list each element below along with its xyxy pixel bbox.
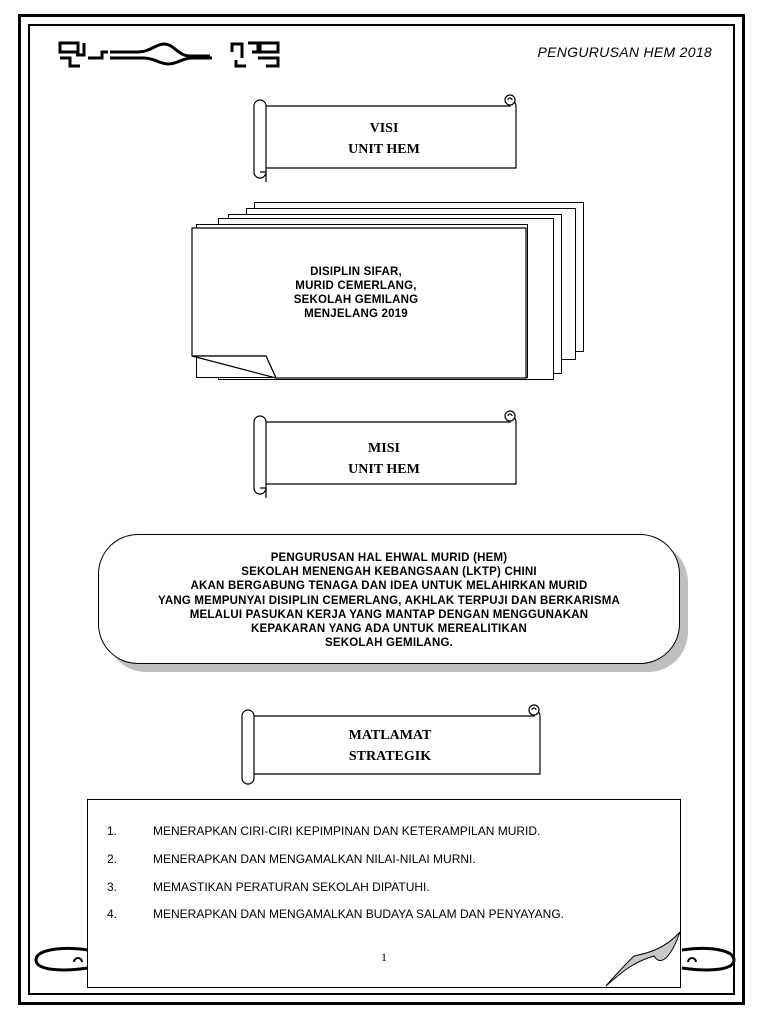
goal-item — [107, 852, 476, 866]
mission-line: SEKOLAH MENENGAH KEBANGSAAN (LKTP) CHINI — [241, 566, 537, 579]
matlamat-subtitle: STRATEGIK — [348, 749, 432, 764]
header-ornament-icon — [58, 40, 280, 70]
visi-subtitle: UNIT HEM — [348, 142, 420, 157]
visi-title: VISI — [369, 121, 399, 136]
goal-item — [107, 907, 564, 921]
goal-item — [107, 824, 540, 838]
goal-text: MENERAPKAN CIRI-CIRI KEPIMPINAN DAN KETERAMPILAN MURID. — [153, 824, 541, 838]
mission-line: YANG MEMPUNYAI DISIPLIN CEMERLANG, AKHLAK TERPUJI DAN BERKARISMA — [158, 594, 620, 607]
visi-scroll-banner — [246, 92, 522, 182]
goal-number: 2. — [107, 852, 118, 866]
goal-text: MENERAPKAN DAN MENGAMALKAN BUDAYA SALAM DAN PENYAYANG. — [153, 907, 564, 921]
misi-subtitle: UNIT HEM — [348, 462, 420, 477]
mission-line: AKAN BERGABUNG TENAGA DAN IDEA UNTUK MELAHIRKAN MURID — [190, 580, 588, 593]
vision-line: DISIPLIN SIFAR, — [310, 266, 402, 278]
vision-line: SEKOLAH GEMILANG — [293, 294, 419, 306]
page-number: 1 — [381, 950, 387, 964]
vision-statement — [196, 265, 516, 321]
goal-text: MENERAPKAN DAN MENGAMALKAN NILAI-NILAI MURNI. — [153, 852, 476, 866]
vision-line: MURID CEMERLANG, — [295, 280, 417, 292]
vision-line: MENJELANG 2019 — [304, 308, 408, 320]
matlamat-scroll-banner — [234, 702, 546, 790]
mission-line: SEKOLAH GEMILANG. — [325, 637, 453, 650]
goal-number: 4. — [107, 907, 118, 921]
goal-text: MEMASTIKAN PERATURAN SEKOLAH DIPATUHI. — [153, 880, 430, 894]
mission-line: MELALUI PASUKAN KERJA YANG MANTAP DENGAN MENGGUNAKAN — [189, 608, 589, 621]
goal-number: 1. — [107, 824, 118, 838]
mission-line: PENGURUSAN HAL EHWAL MURID (HEM) — [270, 552, 508, 564]
mission-statement — [98, 551, 680, 650]
header-title: PENGURUSAN HEM 2018 — [537, 44, 712, 60]
matlamat-title: MATLAMAT — [348, 728, 432, 743]
goal-number: 3. — [107, 880, 118, 894]
misi-title: MISI — [368, 441, 400, 456]
goal-item — [107, 880, 430, 894]
mission-line: KEPAKARAN YANG ADA UNTUK MEREALITIKAN — [251, 623, 527, 636]
misi-scroll-banner — [246, 408, 522, 498]
